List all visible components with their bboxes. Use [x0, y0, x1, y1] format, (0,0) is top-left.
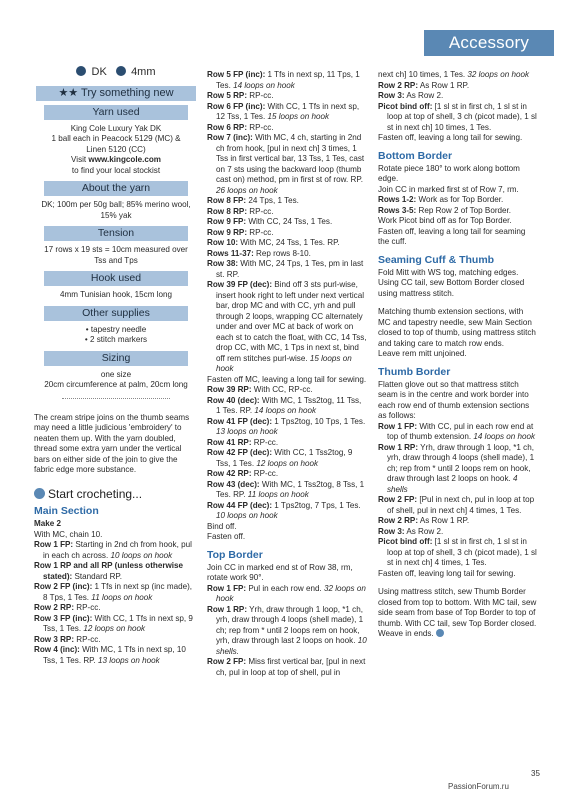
instruction-row	[207, 228, 367, 239]
row-text: RP-cc.	[251, 437, 279, 447]
row-text: Bind off 3 sts purl-wise, insert hook right to left under next vertical bar, drop MC and with CC, yrh and pull through 2 loops, wrapping CC alternately under and over MC at back of work on each st to catch the float, with CC, 14 Tss, drop CC, with MC, 1 Tps in next st, bind off rem stitches purl-wise.	[216, 280, 367, 363]
row-label: Row 1 FP:	[207, 583, 247, 593]
stitch-count: 32 loops on hook	[467, 70, 530, 79]
section-heading: Main Section	[34, 505, 99, 517]
row-text: Miss first vertical bar, [pul in next ch, pul in loop at top of shell, pul in	[216, 657, 366, 677]
bullet-icon	[34, 488, 45, 499]
row-text: Rep Row 2 of Top Border.	[416, 205, 512, 215]
stitch-count: 10 loops on hook	[216, 511, 278, 520]
row-label: Row 1 RP:	[207, 604, 248, 614]
row-label: Rows 11-37:	[207, 248, 254, 258]
sidebar-section-title: Tension	[44, 226, 188, 241]
instruction-row	[207, 480, 367, 501]
stitch-count: 32 loops on hook	[216, 583, 366, 603]
instruction-text: Fasten off MC, leaving a long tail for sewing.	[207, 374, 367, 384]
instruction-row	[207, 448, 367, 469]
divider	[62, 397, 170, 399]
sidebar-line: one size	[100, 369, 132, 379]
stitch-count: 4 shells	[387, 474, 518, 494]
instruction-row	[378, 81, 538, 92]
yarn-ball-icon	[76, 66, 86, 76]
row-label: Row 42 FP (dec):	[207, 448, 273, 457]
row-label: Row 40 (dec):	[207, 395, 260, 405]
stitch-count: 12 loops on hook	[256, 458, 318, 468]
instruction-text: Join CC in marked first st of Row 7, rm.	[378, 184, 519, 194]
stitch-count: 15 loops on hook	[216, 353, 352, 373]
row-label: Row 8 FP:	[207, 196, 247, 205]
row-label: Row 44 FP (dec):	[207, 500, 273, 510]
stitch-count: 11 loops on hook	[91, 592, 153, 602]
row-label: Row 5 RP:	[207, 91, 248, 100]
row-text: Yrh, draw through 1 loop, *1 ch, yrh, draw through 4 loops (shell made), 1 ch; rep from * until 2 loops rem on hook, yrh, draw through last 2 loops on hook.	[216, 604, 364, 645]
sidebar-line: DK; 100m per 50g ball; 85% merino wool,	[41, 200, 191, 209]
row-text: Work as for Top Border.	[416, 195, 504, 204]
end-icon	[436, 629, 444, 637]
row-text: As Row 2.	[404, 91, 444, 100]
row-text: With CC, 1 Tfs in next sp, 9 Tss, 1 Tes.	[43, 613, 193, 633]
instruction-text: Bind off.	[207, 521, 237, 531]
sidebar-section-title: Other supplies	[44, 306, 188, 321]
visit-suffix: to find your local stockist	[71, 165, 161, 175]
row-label: Row 2 RP:	[378, 80, 419, 90]
instruction-row	[378, 527, 538, 538]
sidebar-section-body	[34, 370, 198, 391]
row-label: Row 2 FP:	[207, 657, 247, 666]
instruction-row	[34, 561, 198, 582]
footer-watermark: PassionForum.ru	[448, 782, 509, 791]
row-label: Rows 1-2:	[378, 195, 417, 204]
row-text: With CC, 1 Tfs in next sp, 12 Tss, 1 Tes.	[216, 101, 360, 121]
instruction-text: Rotate piece 180° to work along bottom edge.	[378, 163, 520, 183]
stitch-count: 14 loops on hook	[254, 406, 317, 415]
row-text: With MC, 1 Tss2tog, 11 Tss, 1 Tes. RP.	[216, 395, 362, 415]
row-text: RP-cc.	[74, 603, 101, 612]
instruction-row	[378, 91, 538, 102]
col1-rows	[34, 505, 198, 666]
intro-paragraph: The cream stripe joins on the thumb seams may need a little judicious 'embroidery' to neaten them up. With the yarn doubled, thread some extra yarn under the vertical bars on either side of the join to give the fabric edge more substance.	[34, 412, 190, 474]
sidebar-section-title: Sizing	[44, 351, 188, 366]
instruction-text: Flatten glove out so that mattress stitch seam is in the centre and work border into each row end of thumb extension sections as follows:	[378, 379, 530, 420]
row-text: next ch] 10 times, 1 Tes.	[378, 70, 468, 79]
row-label: Row 9 RP:	[207, 227, 248, 237]
instruction-row	[207, 102, 367, 123]
instruction-row	[207, 70, 367, 91]
sidebar-section-body	[34, 124, 198, 177]
stitch-count: 14 loops on hook	[233, 80, 295, 90]
instruction-row	[378, 495, 538, 516]
instruction-row	[207, 469, 367, 480]
section-heading: Top Border	[207, 548, 263, 561]
stitch-count: 15 loops on hook	[267, 112, 330, 121]
sidebar-line: 20cm circumference at palm, 20cm long	[44, 380, 188, 389]
instruction-row	[207, 584, 367, 605]
row-text: With CC, 24 Tss, 1 Tes.	[246, 217, 333, 226]
instruction-text: Fasten off, leaving a long tail for seaming the cuff.	[378, 226, 526, 246]
column-right	[378, 70, 538, 640]
row-label: Row 8 RP:	[207, 206, 248, 216]
instruction-text: Matching thumb extension sections, with MC and tapestry needle, sew Main Section closed to top of thumb, using mattress stitch and taking care to match row ends.	[378, 307, 536, 348]
row-text: [1 sl st in first ch, 1 sl st in loop at top of shell, 3 ch (picot made), 1 sl st in next ch] 10 times, 1 Tes.	[387, 101, 537, 132]
row-text: RP-cc.	[74, 634, 101, 644]
row-text: RP-cc.	[247, 206, 274, 216]
instruction-row	[378, 206, 538, 217]
row-label: Row 38:	[207, 259, 239, 268]
row-label: Row 10:	[207, 238, 239, 247]
row-text: [Pul in next ch, pul in loop at top of shell, pul in next ch] 4 times, 1 Tes.	[387, 495, 535, 515]
instruction-row	[207, 133, 367, 196]
instruction-row	[207, 259, 367, 280]
difficulty-label: Try something new	[81, 86, 174, 99]
row-label: Row 2 RP:	[34, 603, 75, 612]
make-count: Make 2	[34, 519, 61, 528]
instruction-row	[34, 540, 198, 561]
instruction-row	[378, 537, 538, 569]
row-label: Row 43 (dec):	[207, 479, 260, 489]
instruction-row	[207, 249, 367, 260]
spacer	[378, 579, 538, 587]
stitch-count: 14 loops on hook	[473, 432, 536, 441]
instruction-row	[207, 438, 367, 449]
instruction-row	[207, 280, 367, 375]
row-label: Row 3 FP (inc):	[34, 613, 93, 623]
row-text: With MC, 1 Tfs in next sp, 10 Tss, 1 Tes. RP.	[43, 645, 186, 665]
row-text: Standard RP.	[72, 571, 123, 581]
sidebar-section-body	[34, 290, 198, 301]
instruction-row	[207, 91, 367, 102]
instruction-row	[207, 196, 367, 207]
sidebar-section-body	[34, 245, 198, 266]
row-label: Row 3:	[378, 526, 405, 536]
stitch-count: 11 loops on hook	[247, 490, 309, 499]
column-left	[34, 66, 198, 666]
row-label: Row 39 RP:	[207, 385, 252, 394]
row-text: Starting in 2nd ch from hook, pul in each ch across.	[43, 540, 192, 560]
sidebar-section-body	[34, 200, 198, 221]
instruction-row	[207, 605, 367, 658]
stitch-count: 13 loops on hook	[216, 427, 278, 436]
sidebar-sections	[34, 105, 198, 391]
row-text: 1 Tps2tog, 7 Tps, 1 Tes.	[272, 500, 361, 510]
instruction-row	[378, 102, 538, 134]
sidebar-line: • tapestry needle	[85, 324, 147, 334]
row-text: With CC, RP-cc.	[251, 385, 313, 394]
row-text: RP-cc.	[247, 91, 274, 100]
sidebar-line: 17 rows x 19 sts = 10cm measured over	[44, 245, 188, 254]
instruction-text: Work Picot bind off as for Top Border.	[378, 216, 512, 225]
row-label: Row 6 RP:	[207, 122, 248, 132]
row-label: Picot bind off:	[378, 537, 433, 546]
instruction-row	[207, 657, 367, 678]
row-label: Row 3:	[378, 91, 405, 100]
stitch-count: 10 loops on hook	[110, 550, 173, 560]
sidebar-line: • 2 stitch markers	[84, 335, 148, 344]
start-heading: Start crocheting...	[34, 488, 198, 500]
instruction-row	[207, 501, 367, 522]
sidebar-line: 1 ball each in Peacock 5129 (MC) &	[51, 134, 181, 143]
row-label: Row 41 RP:	[207, 437, 252, 447]
sidebar-line: 4mm Tunisian hook, 15cm long	[59, 290, 173, 299]
row-label: Row 6 FP (inc):	[207, 101, 266, 111]
sidebar-line: Tss and Tps	[94, 255, 138, 265]
stitch-count: 12 loops on hook	[83, 624, 145, 633]
column-middle	[207, 70, 367, 678]
row-text: With MC, 24 Tps, 1 Tes, pm in last st. RP.	[216, 259, 364, 279]
instruction-text: Fasten off, leaving long tail for sewing.	[378, 568, 516, 578]
row-text: 24 Tps, 1 Tes.	[246, 196, 299, 205]
row-text: 1 Tfs in next sp, 11 Tps, 1 Tes.	[216, 70, 360, 90]
row-text: With CC, 1 Tss2tog, 9 Tss, 1 Tes.	[216, 448, 353, 468]
row-text: With MC, 4 ch, starting in 2nd ch from hook, [pul in next ch] 3 times, 1 Tss in first vertical bar, 13 Tss, 1 Tes, cast on 7 sts using the backward loop (thumb cast on) method, pm in first st of row. RP.	[216, 133, 365, 184]
row-label: Row 4 (inc):	[34, 645, 80, 654]
stitch-count: 10 shells.	[216, 636, 367, 656]
instruction-row	[34, 582, 198, 603]
row-text: RP-cc.	[247, 227, 274, 237]
row-label: Row 3 RP:	[34, 634, 75, 644]
instruction-text: Using CC tail, sew Bottom Border closed using mattress stitch.	[378, 278, 525, 298]
instruction-text: Fold Mitt with WS tog, matching edges.	[378, 267, 519, 277]
instruction-text: Join CC in marked end st of Row 38, rm, rotate work 90°.	[207, 562, 353, 582]
instruction-row	[34, 635, 198, 646]
instruction-row	[207, 207, 367, 218]
row-text: With MC, 1 Tss2tog, 8 Tss, 1 Tes. RP.	[216, 479, 365, 499]
row-text: With MC, 24 Tss, 1 Tes. RP.	[238, 238, 340, 247]
sidebar-section-title: Yarn used	[44, 105, 188, 120]
instruction-row	[34, 614, 198, 635]
difficulty-stars: ★★	[58, 86, 79, 99]
instruction-row	[207, 385, 367, 396]
row-label: Row 1 RP and all RP (unless otherwise stated):	[34, 561, 184, 581]
row-text: Rep rows 8-10.	[253, 248, 311, 258]
instruction-row	[378, 443, 538, 496]
visit-url: www.kingcole.com	[88, 155, 161, 164]
section-header: Accessory	[424, 30, 554, 56]
instruction-row	[207, 217, 367, 228]
sidebar-line: King Cole Luxury Yak DK	[70, 123, 162, 133]
instruction-row	[207, 396, 367, 417]
row-label: Picot bind off:	[378, 101, 433, 111]
sidebar-line: 15% yak	[100, 210, 132, 220]
sidebar-line: Linen 5120 (CC)	[86, 144, 146, 154]
row-label: Row 1 FP:	[378, 421, 418, 431]
row-label: Row 2 FP (inc):	[34, 582, 93, 591]
sidebar-section-title: Hook used	[44, 271, 188, 286]
row-label: Row 42 RP:	[207, 469, 252, 478]
section-heading: Thumb Border	[378, 365, 451, 378]
row-label: Row 9 FP:	[207, 217, 247, 226]
instruction-text: With MC, chain 10.	[34, 529, 103, 539]
instruction-row	[207, 417, 367, 438]
instruction-row	[207, 123, 367, 134]
sidebar-section-body	[34, 325, 198, 346]
page-number: 35	[531, 769, 540, 778]
row-text: With CC, pul in each row end at top of thumb extension.	[387, 421, 534, 441]
instruction-row	[378, 422, 538, 443]
weave-text: Weave in ends.	[378, 629, 436, 638]
row-text: As Row 1 RP.	[418, 516, 470, 525]
row-text: 1 Tps2tog, 10 Tps, 1 Tes.	[272, 416, 366, 426]
row-text: 1 Tfs in next sp (inc made), 8 Tps, 1 Tes.	[43, 582, 193, 602]
stitch-count: 26 loops on hook	[216, 185, 278, 195]
row-text: RP-cc.	[251, 469, 279, 478]
stitch-count: 13 loops on hook	[98, 655, 160, 665]
row-label: Row 7 (inc):	[207, 133, 253, 142]
yarn-weight-line: DK 4mm	[34, 66, 198, 78]
row-label: Row 2 FP:	[378, 495, 418, 504]
spacer	[378, 299, 538, 307]
instruction-row	[378, 70, 538, 81]
row-text: [1 sl st in first ch, 1 sl st in loop at top of shell, 3 ch (picot made), 1 sl st in next ch] 4 times, 1 Tes.	[387, 537, 537, 567]
difficulty-band	[36, 86, 196, 101]
row-label: Rows 3-5:	[378, 205, 417, 215]
section-heading: Bottom Border	[378, 149, 453, 162]
row-label: Row 5 FP (inc):	[207, 70, 266, 79]
instruction-row	[34, 645, 198, 666]
row-text: As Row 2.	[404, 526, 444, 536]
section-heading: Seaming Cuff & Thumb	[378, 253, 495, 266]
row-label: Row 2 RP:	[378, 516, 419, 525]
row-text: As Row 1 RP.	[418, 80, 470, 90]
row-label: Row 1 RP:	[378, 442, 419, 452]
row-text: Pul in each row end.	[246, 583, 324, 593]
row-label: Row 39 FP (dec):	[207, 280, 273, 289]
instruction-text: Using mattress stitch, sew Thumb Border closed from top to bottom. With MC tail, sew side seam from base of Top Border to top of thumb. With CC tail, sew Top Border closed.	[378, 587, 537, 628]
row-text: RP-cc.	[247, 122, 274, 132]
visit-line	[34, 155, 198, 166]
sidebar-section-title: About the yarn	[44, 181, 188, 196]
hook-icon	[116, 66, 126, 76]
row-label: Row 41 FP (dec):	[207, 416, 273, 426]
instruction-text: Fasten off.	[207, 532, 246, 541]
instruction-row	[378, 516, 538, 527]
instruction-row	[207, 238, 367, 249]
row-text: Yrh, draw through 1 loop, *1 ch, yrh, draw through 4 loops (shell made), 1 ch; rep from * until 2 loops rem on hook, draw through last 2 loops on hook.	[387, 442, 535, 483]
instruction-text	[378, 629, 538, 640]
visit-prefix: Visit	[71, 155, 89, 164]
instruction-text: Leave rem mitt unjoined.	[378, 349, 467, 358]
instruction-text: Fasten off, leaving a long tail for sewing.	[378, 133, 523, 142]
row-label: Row 1 FP:	[34, 540, 74, 549]
instruction-row	[34, 603, 198, 614]
instruction-row	[378, 195, 538, 206]
